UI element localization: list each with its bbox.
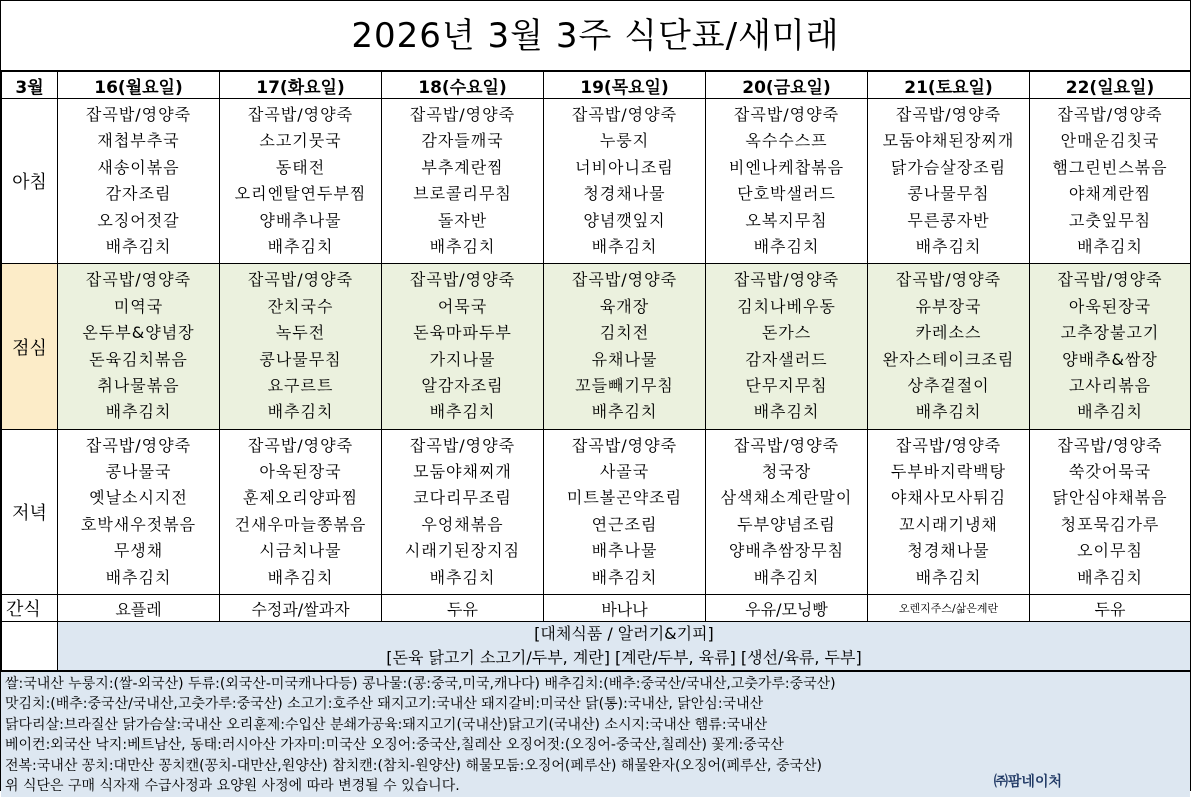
page-title: 2026년 3월 3주 식단표/새미래 (1, 1, 1190, 71)
dish-item: 두부바지락백탕 (890, 462, 1007, 482)
day-header: 18(수요일) (382, 72, 544, 99)
dish-item: 배추김치 (1077, 402, 1143, 422)
dish-item: 야채사모사튀김 (890, 488, 1007, 508)
meal-cell (220, 264, 382, 429)
meal-label: 점심 (2, 264, 58, 429)
dish-item: 배추김치 (915, 402, 982, 422)
dish-item: 돌자반 (437, 210, 488, 230)
dish-item: 청경채나물 (583, 184, 666, 204)
meal-cell (544, 99, 706, 264)
dish-item: 너비아니조림 (575, 157, 674, 177)
dish-item: 청국장 (761, 462, 812, 482)
dish-item: 돈육김치볶음 (89, 349, 188, 369)
snack-cell: 오렌지주스/삶은계란 (868, 595, 1030, 622)
dish-item: 동태전 (275, 157, 326, 177)
meal-cell (382, 99, 544, 264)
dish-item: 잡곡밥/영양죽 (895, 435, 1002, 455)
dish-item: 온두부&양념장 (82, 323, 195, 343)
meal-cell (868, 99, 1030, 264)
dish-item: 잡곡밥/영양죽 (409, 270, 516, 290)
snack-cell: 두유 (382, 595, 544, 622)
dish-item: 배추김치 (753, 236, 820, 256)
dish-item: 배추김치 (105, 236, 172, 256)
note-line: 쌀:국내산 누룽지:(쌀-외국산) 두류:(외국산-미국캐나다등) 콩나물:(콩:중국,미국,캐나다) 배추김치:(배추:중국산/국내산,고춧가루:중국산) (5, 676, 836, 693)
dish-item: 잡곡밥/영양죽 (733, 435, 840, 455)
day-header: 21(토요일) (868, 72, 1030, 99)
dish-item: 안매운김칫국 (1060, 131, 1160, 151)
meal-cell (706, 429, 868, 594)
dish-item: 양배추나물 (259, 210, 342, 230)
dish-item: 유부장국 (915, 296, 982, 316)
dish-item: 배추김치 (1077, 567, 1143, 587)
meal-cell (382, 264, 544, 429)
dish-item: 취나물볶음 (97, 375, 180, 395)
meal-row (2, 264, 1191, 429)
snack-cell: 우유/모닝빵 (706, 595, 868, 622)
dish-item: 누룽지 (599, 131, 650, 151)
meal-row (2, 429, 1191, 594)
alternatives-box (58, 622, 1191, 671)
meal-cell (58, 264, 220, 429)
snack-cell: 바나나 (544, 595, 706, 622)
dish-item: 오복지무침 (745, 210, 828, 230)
meal-cell (544, 264, 706, 429)
dish-item: 상추겉절이 (907, 375, 990, 395)
meal-cell (1030, 429, 1191, 594)
dish-item: 배추김치 (753, 402, 820, 422)
dish-item: 잡곡밥/영양죽 (1057, 270, 1163, 290)
origin-notes (1, 671, 1190, 797)
meal-cell (58, 99, 220, 264)
dish-item: 쑥갓어묵국 (1068, 462, 1152, 482)
meal-cell (868, 429, 1030, 594)
note-line: 닭다리살:브라질산 닭가슴살:국내산 오리훈제:수입산 분쇄가공육:돼지고기(국내산)닭고기(국내산) 소시지:국내산 햄류:국내산 (5, 716, 768, 733)
dish-item: 잡곡밥/영양죽 (571, 270, 678, 290)
dish-item: 무른콩자반 (907, 210, 990, 230)
note-line: 맛김치:(배추:중국산/국내산,고춧가루:중국산) 소고기:호주산 돼지고기:국내산 돼지갈비:미국산 닭(통):국내산, 닭안심:국내산 (5, 696, 764, 713)
dish-item: 배추김치 (429, 567, 496, 587)
day-header: 16(월요일) (58, 72, 220, 99)
dish-item: 김치전 (599, 323, 650, 343)
dish-item: 잡곡밥/영양죽 (85, 435, 192, 455)
snack-row (2, 595, 1191, 622)
snack-cell: 요플레 (58, 595, 220, 622)
alternatives-title: [대체식품 / 알러기&기피] (534, 624, 714, 644)
note-line: 전복:국내산 꽁치:대만산 꽁치캔(꽁치-대만산,원양산) 참치캔:(참치-원양산) 해물모둠:오징어(페루산) 해물완자(오징어(페루산, 중국산) (5, 757, 822, 774)
dish-item: 브로콜리무침 (413, 184, 512, 204)
dish-item: 배추김치 (591, 402, 658, 422)
dish-item: 오징어젓갈 (97, 210, 180, 230)
dish-item: 소고기뭇국 (259, 131, 342, 151)
meal-cell (544, 429, 706, 594)
dish-item: 새송이볶음 (97, 157, 180, 177)
alternatives-row (2, 622, 1191, 671)
dish-item: 닭안심야채볶음 (1052, 488, 1168, 508)
dish-item: 잡곡밥/영양죽 (85, 105, 192, 124)
dish-item: 무생채 (113, 541, 164, 561)
snack-cell: 수정과/쌀과자 (220, 595, 382, 622)
brand-name: ㈜팜네이처 (993, 774, 1062, 791)
meal-cell (1030, 264, 1191, 429)
snack-label: 간식 (2, 595, 58, 622)
alternatives-detail: [돈육 닭고기 소고기/두부, 계란] [계란/두부, 육류] [생선/육류, 두부] (386, 648, 862, 668)
dish-item: 배추김치 (429, 236, 496, 256)
dish-item: 단호박샐러드 (737, 184, 836, 204)
dish-item: 콩나물국 (105, 462, 172, 482)
dish-item: 유채나물 (591, 349, 658, 369)
dish-item: 옥수수스프 (745, 131, 828, 151)
dish-item: 건새우마늘쫑볶음 (234, 514, 367, 534)
dish-item: 양념깻잎지 (583, 210, 666, 230)
dish-item: 아욱된장국 (1068, 296, 1152, 316)
meal-label: 아침 (2, 99, 58, 264)
dish-item: 콩나물무침 (259, 349, 342, 369)
dish-item: 요구르트 (267, 375, 334, 395)
dish-item: 잡곡밥/영양죽 (1057, 105, 1163, 124)
dish-item: 잡곡밥/영양죽 (85, 270, 192, 290)
dish-item: 배추김치 (267, 402, 334, 422)
note-line: 위 식단은 구매 식자재 수급사정과 요양원 사정에 따라 변경될 수 있습니다. (5, 778, 460, 795)
meal-cell (382, 429, 544, 594)
meal-cell (706, 99, 868, 264)
dish-item: 돈가스 (761, 323, 812, 343)
dish-item: 꼬시래기냉채 (899, 514, 998, 534)
dish-item: 청경채나물 (907, 541, 990, 561)
dish-item: 잡곡밥/영양죽 (733, 105, 840, 124)
meal-cell (1030, 99, 1191, 264)
dish-item: 카레소스 (915, 323, 982, 343)
dish-item: 감자조림 (105, 184, 172, 204)
dish-item: 오리엔탈연두부찜 (234, 184, 367, 204)
day-header: 22(일요일) (1030, 72, 1191, 99)
dish-item: 배추김치 (591, 567, 658, 587)
dish-item: 잡곡밥/영양죽 (247, 105, 354, 124)
dish-item: 어묵국 (437, 296, 488, 316)
dish-item: 부추계란찜 (421, 157, 504, 177)
dish-item: 고사리볶음 (1068, 375, 1152, 395)
menu-table (1, 71, 1191, 671)
dish-item: 단무지무침 (745, 375, 828, 395)
dish-item: 잡곡밥/영양죽 (571, 435, 678, 455)
dish-item: 양배추&쌈장 (1062, 349, 1158, 369)
dish-item: 콩나물무침 (907, 184, 990, 204)
dish-item: 닭가슴살장조림 (890, 157, 1007, 177)
dish-item: 잡곡밥/영양죽 (247, 435, 354, 455)
dish-item: 우엉채볶음 (421, 514, 504, 534)
dish-item: 알감자조림 (421, 375, 504, 395)
alternatives-blank (2, 622, 58, 671)
dish-item: 배추김치 (105, 402, 172, 422)
meal-cell (58, 429, 220, 594)
dish-item: 양배추쌈장무침 (728, 541, 845, 561)
dish-item: 배추김치 (915, 567, 982, 587)
dish-item: 잡곡밥/영양죽 (733, 270, 840, 290)
dish-item: 시금치나물 (259, 541, 342, 561)
dish-item: 배추김치 (267, 567, 334, 587)
dish-item: 잔치국수 (267, 296, 334, 316)
dish-item: 고추장불고기 (1060, 323, 1160, 343)
dish-item: 재첩부추국 (97, 131, 180, 151)
dish-item: 녹두전 (275, 323, 326, 343)
meal-cell (868, 264, 1030, 429)
snack-cell: 두유 (1030, 595, 1191, 622)
dish-item: 잡곡밥/영양죽 (571, 105, 678, 124)
dish-item: 잡곡밥/영양죽 (895, 105, 1002, 124)
dish-item: 배추김치 (429, 402, 496, 422)
meal-label: 저녁 (2, 429, 58, 594)
dish-item: 배추김치 (915, 236, 982, 256)
dish-item: 두부양념조림 (737, 514, 836, 534)
dish-item: 미역국 (113, 296, 164, 316)
dish-item: 김치나베우동 (737, 296, 836, 316)
dish-item: 배추김치 (591, 236, 658, 256)
dish-item: 호박새우젓볶음 (80, 514, 197, 534)
meal-cell (220, 99, 382, 264)
dish-item: 배추김치 (267, 236, 334, 256)
dish-item: 감자샐러드 (745, 349, 828, 369)
dish-item: 배추김치 (753, 567, 820, 587)
dish-item: 오이무침 (1077, 541, 1143, 561)
dish-item: 고춧잎무침 (1068, 210, 1152, 230)
dish-item: 완자스테이크조림 (882, 349, 1015, 369)
dish-item: 아욱된장국 (259, 462, 342, 482)
dish-item: 연근조림 (591, 514, 658, 534)
dish-item: 배추김치 (1077, 236, 1143, 256)
dish-item: 청포묵김가루 (1060, 514, 1160, 534)
meal-row (2, 99, 1191, 264)
day-header: 19(목요일) (544, 72, 706, 99)
dish-item: 햄그린빈스볶음 (1052, 157, 1168, 177)
meal-cell (220, 429, 382, 594)
dish-item: 훈제오리양파찜 (242, 488, 359, 508)
dish-item: 옛날소시지전 (89, 488, 188, 508)
dish-item: 잡곡밥/영양죽 (247, 270, 354, 290)
dish-item: 배추나물 (591, 541, 658, 561)
dish-item: 비엔나케찹볶음 (728, 157, 845, 177)
dish-item: 잡곡밥/영양죽 (1057, 435, 1163, 455)
dish-item: 잡곡밥/영양죽 (895, 270, 1002, 290)
dish-item: 배추김치 (105, 567, 172, 587)
dish-item: 돈육마파두부 (413, 323, 512, 343)
month-header: 3월 (2, 72, 58, 99)
dish-item: 사골국 (599, 462, 650, 482)
day-header: 20(금요일) (706, 72, 868, 99)
dish-item: 감자들깨국 (421, 131, 504, 151)
dish-item: 시래기된장지짐 (404, 541, 521, 561)
dish-item: 삼색채소계란말이 (720, 488, 853, 508)
dish-item: 모둠야채된장찌개 (882, 131, 1015, 151)
dish-item: 꼬들빼기무침 (575, 375, 674, 395)
dish-item: 코다리무조림 (413, 488, 512, 508)
dish-item: 가지나물 (429, 349, 496, 369)
dish-item: 육개장 (599, 296, 650, 316)
dish-item: 잡곡밥/영양죽 (409, 435, 516, 455)
dish-item: 모둠야채찌개 (413, 462, 512, 482)
dish-item: 잡곡밥/영양죽 (409, 105, 516, 124)
meal-cell (706, 264, 868, 429)
note-line: 베이컨:외국산 낙지:베트남산, 동태:러시아산 가자미:미국산 오징어:중국산,칠레산 오징어젓:(오징어-중국산,칠레산) 꽃게:중국산 (5, 737, 784, 754)
dish-item: 야채계란찜 (1068, 184, 1152, 204)
day-header: 17(화요일) (220, 72, 382, 99)
header-row (2, 72, 1191, 99)
dish-item: 미트볼곤약조림 (566, 488, 683, 508)
